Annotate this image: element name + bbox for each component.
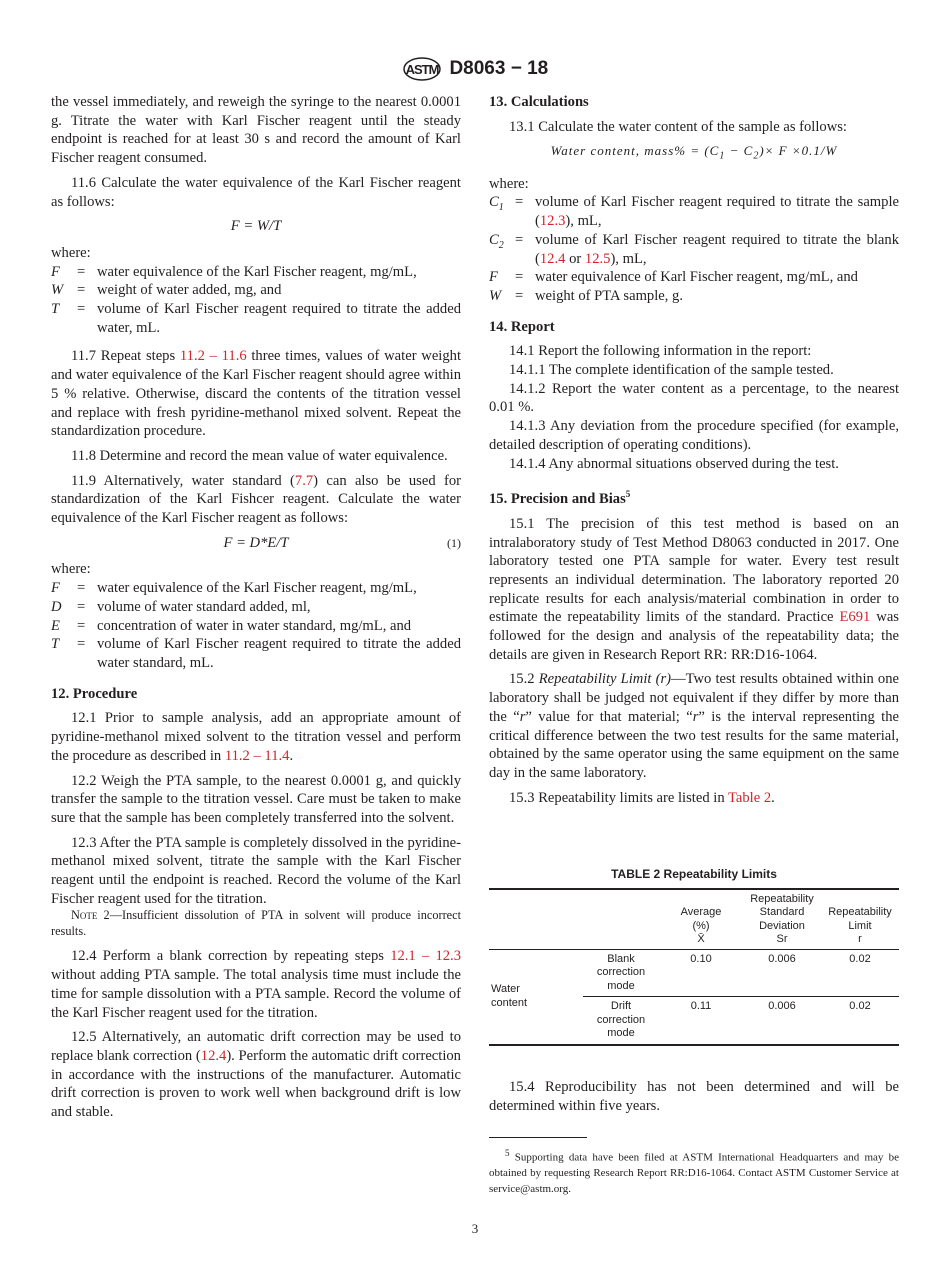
text-run: 15.1 The precision of this test method is based on an intralaboratory study of Test Method D8063 conducted in 2017. One laboratory tested one PTA sample for water. Every test result represents an individual determination. The laboratory reported 20 replicate results for each analysis/material combination in order to estimate the repeatability limits of the standard. Practice (489, 515, 899, 626)
paragraph (51, 472, 461, 528)
text-run: 12.4 Perform a blank correction by repeating steps (71, 948, 391, 965)
text-run: 14.1.1 The complete identification of the sample tested. (509, 362, 834, 379)
variable-description (97, 635, 461, 672)
r-cell: 0.02 (821, 949, 899, 997)
text-run: 11.7 Repeat steps (71, 348, 180, 365)
variable-definitions (51, 579, 461, 673)
text-run: —Two test results obtained within one laboratory shall be judged not equivalent if they differ by more than the “ (489, 671, 900, 725)
paragraph (489, 789, 899, 808)
text-run: 15. Precision and Bias (489, 491, 626, 508)
variable-definitions (489, 193, 899, 305)
text-run: ” is the interval representing the critical difference between the two test results for the same material, obtained by the same operator using the same equipment on the same day in the same laboratory. (489, 708, 899, 781)
variable-description (535, 193, 899, 230)
definition-text: volume of Karl Fischer reagent required to titrate the added water standard, mL. (97, 636, 461, 671)
text-run: 11.9 Alternatively, water standard ( (71, 472, 295, 489)
sr-cell: 0.006 (768, 1000, 796, 1012)
cross-reference-link[interactable]: 12.4 (200, 1047, 227, 1064)
text-run: ). Perform the automatic drift correction in accordance with the instructions of the manufacturer. Automatic drift correction is proven to work well when background drift is low and stable. (51, 1047, 461, 1121)
variable-description (97, 598, 461, 617)
page-number: 3 (471, 1221, 479, 1236)
section-heading (489, 485, 899, 509)
text-run: the vessel immediately, and reweigh the syringe to the nearest 0.0001 g. Titrate the water with Karl Fischer reagent until the steady endpoint is reached for at least 30 s and record the amount of Karl Fischer reagent consumed. (51, 94, 461, 167)
paragraph (489, 118, 899, 137)
text-run: Water content, mass% = (C (550, 143, 720, 159)
variable-description (97, 281, 461, 300)
header-sr: Repeatability Standard Deviation Sr (743, 889, 821, 950)
equation-number: (1) (447, 535, 461, 550)
section-heading (51, 685, 461, 704)
definition-text: ), mL, (565, 213, 602, 230)
r-cell: 0.02 (849, 1000, 871, 1012)
definition-text: ), mL, (610, 250, 647, 267)
definition-text: water equivalence of the Karl Fischer reagent, mg/mL, (97, 263, 417, 280)
paragraph (51, 947, 461, 1022)
text-run: F = W/T (230, 218, 282, 235)
text-run: was followed for the design and analysis of the repeatability data; the details are given in Research Report RR: RR:D16-1064. (489, 609, 899, 663)
paragraph (51, 709, 461, 765)
equals-sign: = (77, 263, 86, 280)
subscript: 2 (753, 151, 760, 162)
sr-cell: 0.006 (743, 949, 821, 997)
paragraph (51, 447, 461, 466)
header-average: Average (%) X̄ (659, 889, 743, 950)
variable-symbol: W (51, 282, 64, 299)
cross-reference-link[interactable]: 7.7 (294, 472, 314, 489)
paragraph (489, 455, 899, 474)
cross-reference-link[interactable]: 12.1 – 12.3 (390, 948, 461, 965)
text-run: 14. Report (489, 318, 555, 335)
symbol-letter: C (489, 231, 499, 248)
paragraph (489, 380, 899, 417)
equals-sign: = (515, 287, 524, 304)
symbol-subscript: 1 (498, 202, 504, 214)
table-header-row (489, 889, 899, 950)
variable-description (97, 617, 461, 636)
definition-text: volume of Karl Fischer reagent required to titrate the blank ( (535, 231, 899, 267)
equals-sign: = (77, 580, 86, 597)
paragraph (489, 361, 899, 380)
average-cell: 0.10 (659, 949, 743, 997)
cross-reference-link[interactable]: 12.5 (584, 250, 611, 267)
cross-reference-link[interactable]: 11.2 – 11.6 (179, 348, 247, 365)
equals-sign: = (77, 301, 86, 318)
variable-definitions (51, 263, 461, 338)
paragraph (489, 342, 899, 361)
paragraph (51, 174, 461, 211)
text-run: 12.1 Prior to sample analysis, add an appropriate amount of pyridine-methanol mixed solvent to the titration vessel and perform the procedure as described in (51, 710, 461, 764)
header-r: Repeatability Limit r (821, 889, 899, 950)
variable-symbol: E (51, 617, 60, 634)
paragraph (489, 417, 899, 454)
italic-text: r (519, 708, 526, 725)
equals-sign: = (77, 598, 86, 615)
astm-logo (402, 60, 446, 76)
where-label: where: (51, 561, 91, 578)
variable-description (535, 231, 899, 268)
text-run: 12.3 After the PTA sample is completely dissolved in the pyridine-methanol mixed solvent, titrate the sample with the Karl Fischer reagent until the endpoint is reached. Record the volume of the Karl Fischer reagent used for the titration. (51, 834, 461, 907)
text-run: 14.1 Report the following information in the report: (509, 343, 812, 360)
definition-text: volume of Karl Fischer reagent required to titrate the added water, mL. (97, 301, 461, 336)
text-run: )× F ×0.1/W (759, 143, 838, 159)
variable-symbol: F (51, 263, 60, 280)
text-run: 13. Calculations (489, 94, 589, 110)
text-run: − C (725, 143, 754, 159)
text-run: 12.2 Weigh the PTA sample, to the nearest 0.0001 g, and quickly transfer the sample to the titration vessel. Care must be taken to make sure that the sample has been completely transferred into the solvent. (51, 772, 461, 826)
variable-symbol: F (489, 269, 498, 286)
where-label: where: (489, 175, 529, 192)
definition-text: volume of Karl Fischer reagent required to titrate the sample ( (535, 194, 899, 230)
subscript: 1 (719, 151, 726, 162)
table-row (489, 949, 899, 997)
paragraph (51, 1028, 461, 1122)
definition-text: water equivalence of Karl Fischer reagent, mg/mL, and (535, 269, 858, 286)
italic-text: r (692, 708, 699, 725)
variable-description (97, 263, 461, 282)
variable-symbol: W (489, 287, 502, 304)
paragraph (489, 670, 899, 782)
cross-reference-link[interactable]: Table 2 (728, 789, 772, 806)
definition-text: concentration of water in water standard, mg/mL, and (97, 617, 412, 634)
right-column (489, 93, 899, 813)
text-run: F = D*E/T (223, 534, 289, 551)
note-label: Note 2 (71, 908, 110, 923)
text-run: 11.6 Calculate the water equivalence of the Karl Fischer reagent as follows: (51, 174, 461, 210)
text-run: ) can also be used for standardization of the Karl Fishcer reagent. Calculate the water equivalence of the Karl Fischer reagent as follows: (51, 472, 461, 527)
equals-sign: = (515, 269, 524, 286)
designation: D8063 − 18 (449, 57, 549, 79)
equation (51, 217, 461, 236)
mode-cell: Blank correction mode (583, 949, 659, 997)
variable-description (535, 268, 899, 287)
footnote-ref: 5 (625, 489, 631, 500)
cross-reference-link[interactable]: 12.3 (539, 213, 566, 230)
svg-text:ASTM: ASTM (405, 62, 439, 77)
footnote-divider (489, 1137, 587, 1138)
left-column (51, 93, 461, 1128)
text-run: 15.3 Repeatability limits are listed in (509, 789, 729, 806)
variable-description (97, 579, 461, 598)
text-run: —Insufficient dissolution of PTA in solvent will produce incorrect results. (51, 908, 461, 938)
definition-text: or (565, 250, 585, 267)
text-run: 12. Procedure (51, 685, 138, 702)
text-run: 14.1.3 Any deviation from the procedure specified (for example, detailed description of operating conditions). (489, 418, 899, 453)
equals-sign: = (515, 194, 524, 211)
table-caption: TABLE 2 Repeatability Limits (611, 867, 777, 881)
equation (489, 142, 899, 166)
section-heading (489, 318, 899, 337)
definition-text: weight of PTA sample, g. (535, 287, 683, 304)
paragraph (489, 515, 899, 665)
row-group-label: Water content (491, 983, 528, 1009)
definition-text: water equivalence of the Karl Fischer reagent, mg/mL, (97, 580, 417, 597)
text-run: three times, values of water weight and water equivalence of the Karl Fischer reagent should agree within 5 % relative. Otherwise, discard the contents of the titration vessel and replace with fresh pyridine-methanol mixed solvent. Repeat the standardization procedure. (51, 348, 461, 440)
footnote-text: Supporting data have been filed at ASTM International Headquarters and may be obtained by requesting Research Report RR:D16-1064. Contact ASTM Customer Service at service@astm.org. (489, 1151, 899, 1195)
variable-symbol: T (51, 301, 60, 318)
text-run: . (771, 789, 775, 806)
equals-sign: = (77, 617, 86, 634)
symbol-letter: C (489, 194, 499, 211)
variable-symbol: D (51, 598, 62, 615)
equation (51, 534, 461, 553)
table-2 (489, 868, 899, 1046)
page-header (0, 56, 950, 82)
cross-reference-link[interactable]: 11.2 – 11.4 (224, 747, 290, 764)
paragraph (51, 347, 461, 441)
variable-symbol (489, 193, 515, 230)
italic-text: Repeatability Limit (r) (538, 671, 671, 688)
variable-symbol: T (51, 636, 60, 653)
note (51, 908, 461, 939)
paragraph (51, 772, 461, 828)
text-run: 13.1 Calculate the water content of the sample as follows: (509, 118, 847, 135)
mode-cell: Drift correction mode (596, 1000, 646, 1039)
paragraph-15-4: 15.4 Reproducibility has not been determined and will be determined within five years. (489, 1079, 899, 1114)
text-run: 14.1.2 Report the water content as a percentage, to the nearest 0.01 %. (489, 380, 899, 416)
text-run: ” value for that material; “ (525, 708, 693, 725)
footnote (489, 1146, 899, 1197)
paragraph (51, 834, 461, 909)
variable-symbol (489, 231, 515, 268)
text-run: 12.5 Alternatively, an automatic drift correction may be used to replace blank correction ( (51, 1029, 461, 1064)
cross-reference-link[interactable]: E691 (839, 609, 871, 626)
average-cell: 0.11 (690, 1000, 712, 1012)
text-run: 14.1.4 Any abnormal situations observed during the test. (509, 455, 839, 472)
footnote-mark: 5 (505, 1148, 510, 1158)
text-run: 11.8 Determine and record the mean value of water equivalence. (71, 447, 448, 464)
variable-description (97, 300, 461, 337)
text-run: without adding PTA sample. The total analysis time must include the time for sample dissolution with a PTA sample. Record the volume of the Karl Fischer reagent used for the titration. (51, 967, 461, 1021)
text-run: . (289, 747, 294, 764)
symbol-subscript: 2 (498, 239, 504, 251)
paragraph (51, 93, 461, 168)
equals-sign: = (77, 636, 86, 653)
cross-reference-link[interactable]: 12.4 (539, 250, 566, 267)
definition-text: weight of water added, mg, and (97, 282, 282, 299)
text-run: 15.2 (509, 671, 539, 688)
where-label: where: (51, 244, 91, 261)
section-heading (489, 93, 899, 112)
definition-text: volume of water standard added, ml, (97, 598, 311, 615)
variable-symbol: F (51, 580, 60, 597)
equals-sign: = (515, 231, 524, 248)
variable-description (535, 287, 899, 306)
equals-sign: = (77, 282, 86, 299)
